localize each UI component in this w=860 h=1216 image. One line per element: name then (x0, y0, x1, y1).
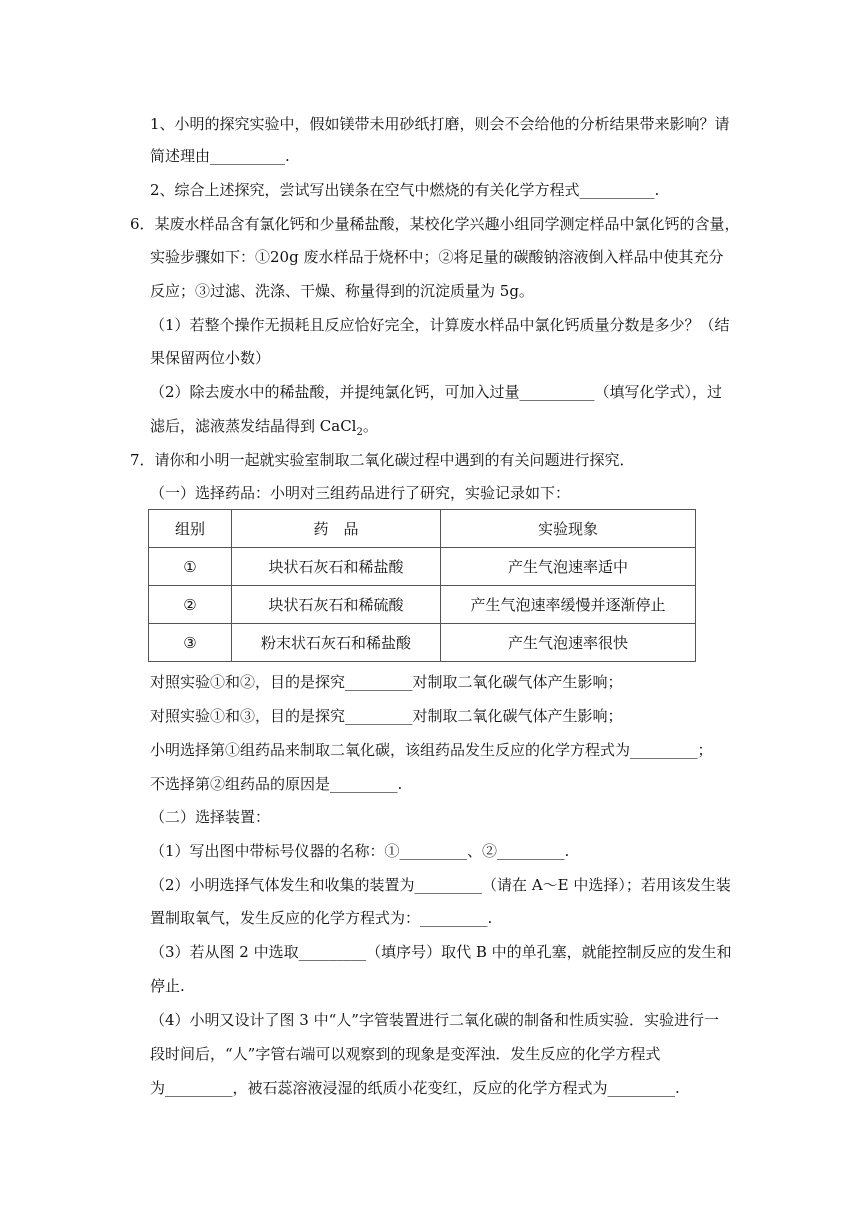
table-cell: 产生气泡速率适中 (441, 548, 696, 586)
q5-sub1-line-a: 1、小明的探究实验中，假如镁带未用砂纸打磨，则会不会给他的分析结果带来影响？请 (150, 115, 730, 133)
table-header-cell: 组别 (149, 510, 232, 548)
part2-q4-line-a: （4）小明又设计了图 3 中“人”字管装置进行二氧化碳的制备和性质实验．实验进行一 (150, 1011, 719, 1029)
part2-q3-line-a: （3）若从图 2 中选取_________（填序号）取代 B 中的单孔塞，就能控制反应的发生和 (150, 943, 732, 961)
table-header-row (149, 510, 696, 548)
part2-q2-line-b: 置制取氧气，发生反应的化学方程式为：_________. (150, 909, 493, 927)
table-cell: ③ (149, 624, 232, 662)
part2-q4-line-c: 为_________，被石蕊溶液浸湿的纸质小花变红，反应的化学方程式为_________. (150, 1079, 680, 1097)
q6-sub2-text: 滤后，滤液蒸发结晶得到 CaCl (150, 417, 357, 435)
q5-sub2-line: 2、综合上述探究，尝试写出镁条在空气中燃烧的有关化学方程式__________. (150, 181, 660, 199)
after-table-line-3: 小明选择第①组药品来制取二氧化碳，该组药品发生反应的化学方程式为_________； (150, 741, 713, 759)
q5-sub1-line-b: 简述理由__________. (150, 147, 290, 165)
part2-q1-line: （1）写出图中带标号仪器的名称：①_________、②_________. (150, 842, 570, 860)
table-cell: ① (149, 548, 232, 586)
q6-line-c: 反应；③过滤、洗涤、干燥、称量得到的沉淀质量为 5g。 (150, 282, 534, 300)
after-table-line-4: 不选择第②组药品的原因是_________. (150, 775, 403, 793)
part2-q3-line-b: 停止. (150, 977, 185, 995)
table-row (149, 548, 696, 586)
part2-q2-line-a: （2）小明选择气体发生和收集的装置为_________（请在 A～E 中选择）；若用该发生装 (150, 876, 731, 894)
q6-sub2-line-b (150, 416, 378, 443)
table-row (149, 624, 696, 662)
table-cell: 粉末状石灰石和稀盐酸 (232, 624, 441, 662)
q6-sub1-line-b: 果保留两位小数） (150, 349, 271, 367)
part2-q4-line-b: 段时间后，“人”字管右端可以观察到的现象是变浑浊．发生反应的化学方程式 (150, 1045, 661, 1063)
after-table-line-2: 对照实验①和③，目的是探究_________对制取二氧化碳气体产生影响； (150, 707, 623, 725)
table-header-cell: 药 品 (232, 510, 441, 548)
part2-heading: （二）选择装置： (150, 808, 271, 826)
q6-sub1-line-a: （1）若整个操作无损耗且反应恰好完全，计算废水样品中氯化钙质量分数是多少？（结 (150, 316, 730, 334)
table-cell: 产生气泡速率很快 (441, 624, 696, 662)
table-cell: 产生气泡速率缓慢并逐渐停止 (441, 586, 696, 624)
experiment-table (148, 509, 696, 662)
q7-part1-line: （一）选择药品：小明对三组药品进行了研究，实验记录如下： (150, 484, 571, 502)
table-cell: 块状石灰石和稀盐酸 (232, 548, 441, 586)
q6-sub2-end: 。 (362, 417, 378, 435)
after-table-line-1: 对照实验①和②，目的是探究_________对制取二氧化碳气体产生影响； (150, 673, 623, 691)
table-row (149, 586, 696, 624)
q6-sub2-line-a: （2）除去废水中的稀盐酸，并提纯氯化钙，可加入过量__________（填写化学式），过 (150, 383, 723, 401)
q7-line: 7．请你和小明一起就实验室制取二氧化碳过程中遇到的有关问题进行探究． (130, 451, 635, 469)
q6-line-a: 6．某废水样品含有氯化钙和少量稀盐酸，某校化学兴趣小组同学测定样品中氯化钙的含量， (130, 215, 740, 233)
table-cell: ② (149, 586, 232, 624)
q6-line-b: 实验步骤如下：①20g 废水样品于烧杯中；②将足量的碳酸钠溶液倒入样品中使其充分 (150, 248, 724, 266)
q6-sub2-subscript: 2 (356, 427, 363, 438)
table-header-cell: 实验现象 (441, 510, 696, 548)
table-cell: 块状石灰石和稀硫酸 (232, 586, 441, 624)
